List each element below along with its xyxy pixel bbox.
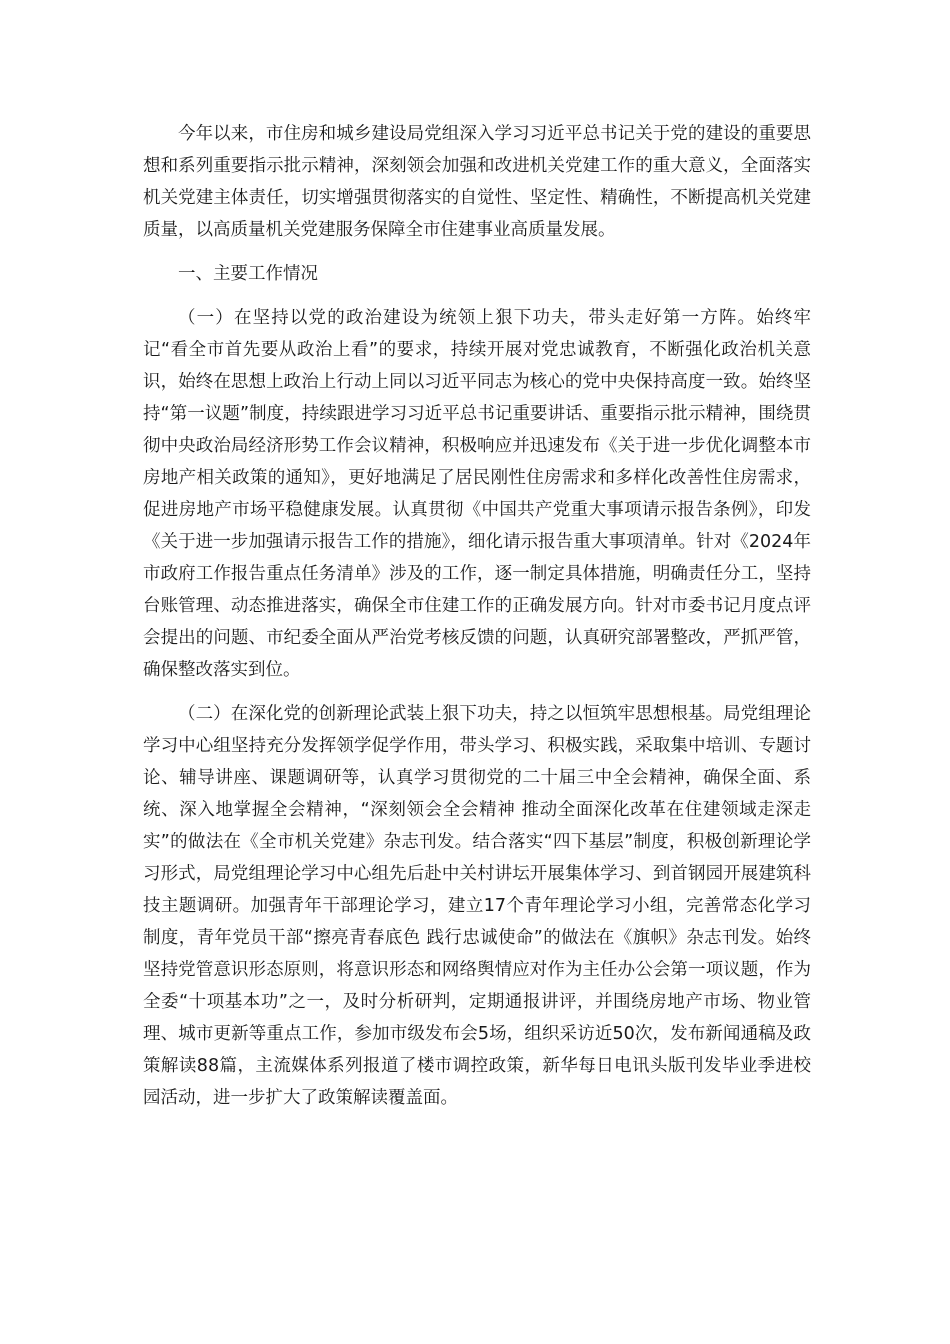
document-body — [143, 118, 811, 1126]
paragraph-theory-study: （二）在深化党的创新理论武装上狠下功夫，持之以恒筑牢思想根基。局党组理论学习中心组坚持充分发挥领学促学作用，带头学习、积极实践，采取集中培训、专题讨论、辅导讲座、课题调研等，认真学习贯彻党的二十届三中全会精神，确保全面、系统、深入地掌握全会精神，“深刻领会全会精神 推动全面深化改革在住建领域走深走实”的做法在《全市机关党建》杂志刊发。结合落实“四下基层”制度，积极创新理论学习形式，局党组理论学习中心组先后赴中关村讲坛开展集体学习、到首钢园开展建筑科技主题调研。加强青年干部理论学习，建立17个青年理论学习小组，完善常态化学习制度，青年党员干部“擦亮青春底色 践行忠诚使命”的做法在《旗帜》杂志刊发。始终坚持党管意识形态原则，将意识形态和网络舆情应对作为主任办公会第一项议题，作为全委“十项基本功”之一，及时分析研判，定期通报讲评，并围绕房地产市场、物业管理、城市更新等重点工作，参加市级发布会5场，组织采访近50次，发布新闻通稿及政策解读88篇，主流媒体系列报道了楼市调控政策，新华每日电讯头版刊发毕业季进校园活动，进一步扩大了政策解读覆盖面。 — [143, 704, 811, 1108]
section-heading-main-work: 一、主要工作情况 — [178, 264, 318, 284]
paragraph-political-building: （一）在坚持以党的政治建设为统领上狠下功夫，带头走好第一方阵。始终牢记“看全市首先要从政治上看”的要求，持续开展对党忠诚教育，不断强化政治机关意识，始终在思想上政治上行动上同以习近平同志为核心的党中央保持高度一致。始终坚持“第一议题”制度，持续跟进学习习近平总书记重要讲话、重要指示批示精神，围绕贯彻中央政治局经济形势工作会议精神，积极响应并迅速发布《关于进一步优化调整本市房地产相关政策的通知》，更好地满足了居民刚性住房需求和多样化改善性住房需求，促进房地产市场平稳健康发展。认真贯彻《中国共产党重大事项请示报告条例》，印发《关于进一步加强请示报告工作的措施》，细化请示报告重大事项清单。针对《2024年市政府工作报告重点任务清单》涉及的工作，逐一制定具体措施，明确责任分工，坚持台账管理、动态推进落实，确保全市住建工作的正确发展方向。针对市委书记月度点评会提出的问题、市纪委全面从严治党考核反馈的问题，认真研究部署整改，严抓严管，确保整改落实到位。 — [143, 308, 811, 680]
intro-paragraph: 今年以来，市住房和城乡建设局党组深入学习习近平总书记关于党的建设的重要思想和系列重要指示批示精神，深刻领会加强和改进机关党建工作的重大意义，全面落实机关党建主体责任，切实增强贯彻落实的自觉性、坚定性、精确性，不断提高机关党建质量，以高质量机关党建服务保障全市住建事业高质量发展。 — [143, 124, 811, 240]
